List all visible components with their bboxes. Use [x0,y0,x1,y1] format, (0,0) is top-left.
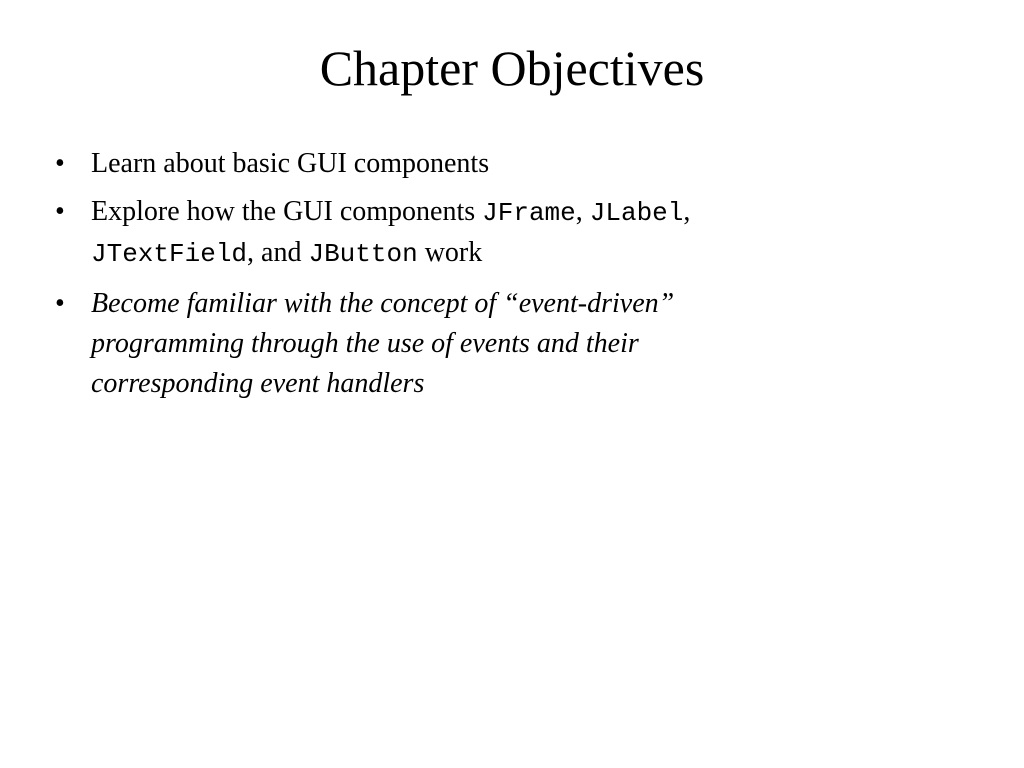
bullet-item-1 [55,144,955,184]
text-line: programming through the use of events and their [91,328,639,359]
bullet-item-3 [55,284,955,404]
text-line: corresponding event handlers [91,368,425,399]
slide-title: Chapter Objectives [319,40,705,96]
bullet-text [91,196,690,268]
code-jlabel: JLabel [589,198,684,228]
text-segment: , [683,196,691,227]
bullet-icon: • [55,196,65,227]
bullet-icon: • [55,148,65,179]
bullet-icon: • [55,288,65,319]
code-jtextfield: JTextField [91,239,248,269]
text-segment: , and [247,237,309,268]
text-segment: work [417,237,483,268]
bullet-list [55,144,955,412]
text-segment: Explore how the GUI components [91,196,483,227]
bullet-item-2 [55,192,955,274]
bullet-text [91,288,674,399]
bullet-text: Learn about basic GUI components [91,148,490,179]
code-jbutton: JButton [308,239,418,269]
code-jframe: JFrame [482,198,576,228]
text-segment: , [575,196,590,227]
text-line: Become familiar with the concept of “event-driven” [91,288,675,319]
